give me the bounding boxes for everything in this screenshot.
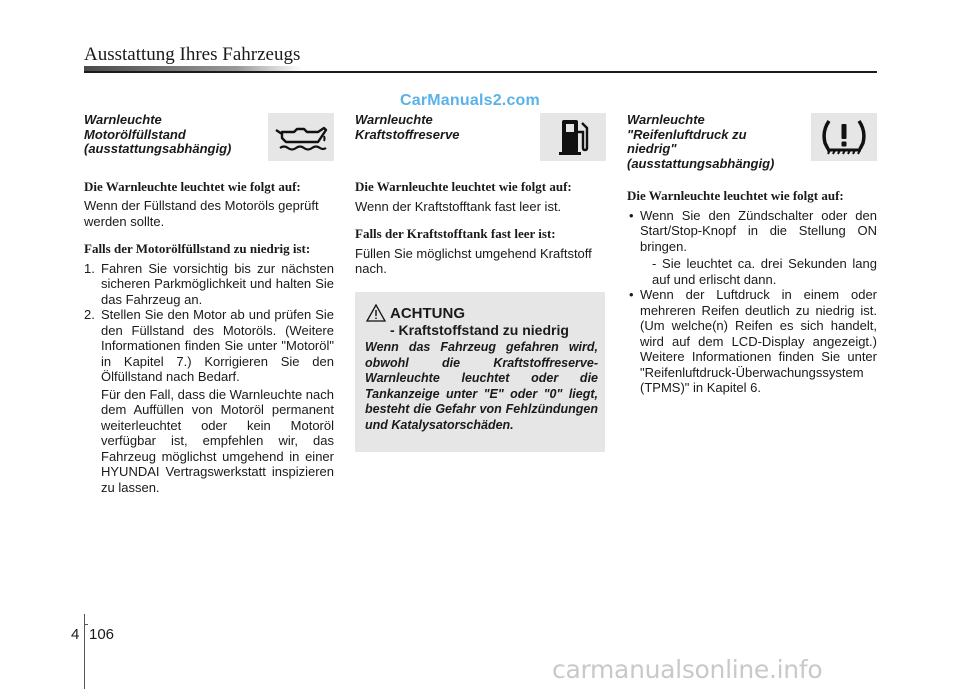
oil-can-icon (268, 113, 334, 161)
header-rule (84, 71, 877, 73)
list-item: • Wenn Sie den Zündschalter oder den Start/Stop-Knopf in die Stellung ON bringen. - Sie leuchtet ca. drei Sekunden lang auf und erlischt dann. (629, 207, 877, 287)
fuel-low-text: Füllen Sie möglichst umgehend Kraftstoff nach. (355, 245, 592, 276)
fuel-lights-heading: Die Warnleuchte leuchtet wie folgt auf: (355, 179, 572, 194)
list-item: 1. Fahren Sie vorsichtig bis zur nächsten sicheren Parkmöglichkeit und halten Sie das Fahrzeug an. (84, 260, 334, 307)
page-number: 106 (89, 626, 115, 643)
page-header-title: Ausstattung Ihres Fahrzeugs (84, 44, 301, 65)
footer-divider (84, 614, 85, 689)
chapter-number: 4 (71, 626, 80, 643)
fuel-lights-text: Wenn der Kraftstofftank fast leer ist. (355, 198, 562, 214)
oil-steps (84, 261, 334, 496)
footer-tick (84, 624, 88, 625)
list-item: • Wenn der Luftdruck in einem oder mehreren Reifen deutlich zu niedrig ist. (Um welche(n) Reifen es sich handelt, wird auf dem LCD-Display angezeigt.) Weitere Informationen finden Sie unter "Reifenluftdruck-Überwachungssystem (TPMS)" in Kapitel 6. (629, 287, 877, 395)
tire-bullets (627, 208, 877, 396)
oil-section (84, 113, 334, 495)
source-watermark[interactable]: carmanualsonline.info (552, 655, 823, 684)
tire-title: Warnleuchte "Reifenluftdruck zu niedrig" (ausstattungsabhängig) (627, 112, 775, 171)
caution-title: ACHTUNG (390, 305, 465, 322)
oil-lights-text: Wenn der Füllstand des Motoröls geprüft werden sollte. (84, 198, 319, 229)
tire-lights-heading: Die Warnleuchte leuchtet wie folgt auf: (627, 188, 844, 203)
caution-subtitle: - Kraftstoffstand zu niedrig (390, 322, 569, 338)
list-item: 2. Stellen Sie den Motor ab und prüfen Sie den Füllstand des Motoröls. (Weitere Informationen finden Sie unter "Motoröl" in Kapitel 7.) Korrigieren Sie den Ölfüllstand nach Bedarf. Für den Fall, dass die Warnleuchte nach dem Auffüllen von Motoröl permanent weiterleuchtet oder kein Motoröl verfügbar ist, empfehlen wir, das Fahrzeug möglichst umgehend in einer HYUNDAI Vertragswerkstatt inspizieren zu lassen. (84, 307, 334, 495)
caution-box (355, 292, 605, 452)
oil-low-heading: Falls der Motorölfüllstand zu niedrig ist: (84, 241, 311, 256)
caution-text: Wenn das Fahrzeug gefahren wird, obwohl die Kraftstoffreserve-Warnleuchte leuchtet oder die Tankanzeige unter "E" oder "0" liegt, besteht die Gefahr von Fehlzündungen und Katalysatorschäden. (365, 340, 598, 432)
watermark-link[interactable]: CarManuals2.com (400, 92, 540, 109)
fuel-title: Warnleuchte Kraftstoffreserve (355, 112, 460, 142)
fuel-pump-icon (540, 113, 606, 161)
oil-title: Warnleuchte Motorölfüllstand (ausstattungsabhängig) (84, 112, 232, 156)
oil-lights-heading: Die Warnleuchte leuchtet wie folgt auf: (84, 178, 301, 194)
tire-pressure-icon (811, 113, 877, 161)
warning-triangle-icon (365, 303, 387, 323)
fuel-low-heading: Falls der Kraftstofftank fast leer ist: (355, 226, 556, 241)
